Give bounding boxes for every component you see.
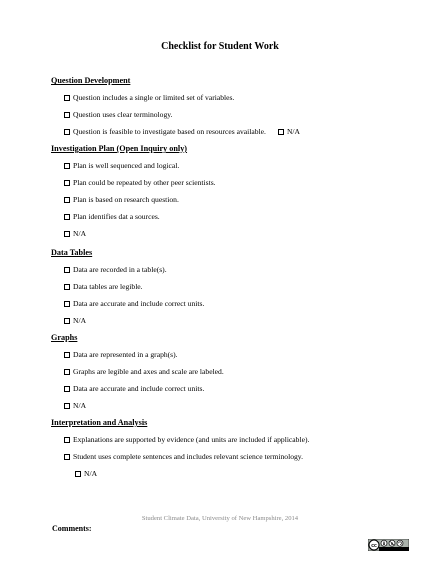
checklist-item xyxy=(64,161,179,170)
checklist-item xyxy=(64,110,172,119)
checklist-item xyxy=(64,452,303,461)
cc-icon xyxy=(369,540,379,550)
checklist-item xyxy=(64,401,86,410)
checkbox[interactable] xyxy=(64,180,70,186)
checkbox[interactable] xyxy=(64,129,70,135)
checkbox[interactable] xyxy=(64,231,70,237)
by-icon xyxy=(381,540,387,546)
checkbox[interactable] xyxy=(64,369,70,375)
checklist-item xyxy=(64,212,160,221)
section-interpretation-analysis xyxy=(51,418,310,478)
cc-license-badge xyxy=(368,539,409,551)
checklist-item-text: Student uses complete sentences and includes relevant science terminology. xyxy=(73,452,303,461)
checkbox[interactable] xyxy=(64,284,70,290)
checklist-item xyxy=(64,435,309,444)
section-heading: Investigation Plan (Open Inquiry only) xyxy=(51,144,188,153)
nc-icon xyxy=(389,540,395,546)
checklist-item-text: N/A xyxy=(73,229,87,238)
checklist-item-text: Plan is well sequenced and logical. xyxy=(73,161,180,170)
checklist-item-text: Data tables are legible. xyxy=(73,282,143,291)
checklist-item-text: N/A xyxy=(84,469,98,478)
section-question-development xyxy=(51,76,301,136)
checkbox[interactable] xyxy=(64,403,70,409)
checkbox[interactable] xyxy=(278,129,284,135)
checklist-item xyxy=(64,178,216,187)
checklist-item xyxy=(75,469,97,478)
checklist-item xyxy=(64,127,300,136)
checklist-item-text: Question uses clear terminology. xyxy=(73,110,173,119)
section-data-tables xyxy=(51,248,205,325)
checklist-item-text: Data are accurate and include correct units. xyxy=(73,299,205,308)
checklist-item xyxy=(64,195,179,204)
section-investigation-plan xyxy=(51,144,216,238)
checklist-item-text: Plan could be repeated by other peer scientists. xyxy=(73,178,216,187)
na-label: N/A xyxy=(286,127,301,136)
checklist-item-text: Data are represented in a graph(s). xyxy=(73,350,178,359)
checklist-item-text: Data are recorded in a table(s). xyxy=(73,265,167,274)
comments-label: Comments: xyxy=(52,524,92,533)
checkbox[interactable] xyxy=(64,112,70,118)
checklist-item xyxy=(64,384,204,393)
svg-text:cc: cc xyxy=(371,542,377,549)
checklist-item-text: Explanations are supported by evidence (and units are included if applicable). xyxy=(73,435,310,444)
checklist-item-text: Graphs are legible and axes and scale are labeled. xyxy=(73,367,224,376)
checklist-item-text: Plan identifies dat a sources. xyxy=(73,212,160,221)
checklist-item-text: Question is feasible to investigate based on resources available. xyxy=(73,127,266,136)
checkbox[interactable] xyxy=(64,214,70,220)
checkbox[interactable] xyxy=(64,197,70,203)
checklist-item-text: N/A xyxy=(73,401,87,410)
section-graphs xyxy=(51,333,224,410)
checklist-item xyxy=(64,282,143,291)
checklist-item xyxy=(64,316,86,325)
footer-credit: Student Climate Data, University of New Hampshire, 2014 xyxy=(141,515,299,522)
checklist-item xyxy=(64,367,224,376)
checklist-item-text: Data are accurate and include correct units. xyxy=(73,384,205,393)
checklist-item-text: N/A xyxy=(73,316,87,325)
section-heading: Interpretation and Analysis xyxy=(51,418,148,427)
section-heading: Data Tables xyxy=(51,248,93,257)
checklist-item xyxy=(64,350,178,359)
checklist-item xyxy=(64,265,167,274)
na-option xyxy=(278,127,300,136)
checkbox[interactable] xyxy=(64,386,70,392)
checkbox[interactable] xyxy=(64,267,70,273)
checklist-item xyxy=(64,93,234,102)
checkbox[interactable] xyxy=(64,352,70,358)
checklist-item xyxy=(64,299,204,308)
checkbox[interactable] xyxy=(64,437,70,443)
checkbox[interactable] xyxy=(64,163,70,169)
sa-icon xyxy=(397,540,403,546)
checklist-item xyxy=(64,229,86,238)
checkbox[interactable] xyxy=(75,471,81,477)
section-heading: Graphs xyxy=(51,333,78,342)
checklist-item-text: Question includes a single or limited set of variables. xyxy=(73,93,235,102)
section-heading: Question Development xyxy=(51,76,131,85)
checkbox[interactable] xyxy=(64,454,70,460)
checkbox[interactable] xyxy=(64,95,70,101)
document-title: Checklist for Student Work xyxy=(161,41,279,52)
checkbox[interactable] xyxy=(64,301,70,307)
checklist-item-text: Plan is based on research question. xyxy=(73,195,179,204)
checkbox[interactable] xyxy=(64,318,70,324)
